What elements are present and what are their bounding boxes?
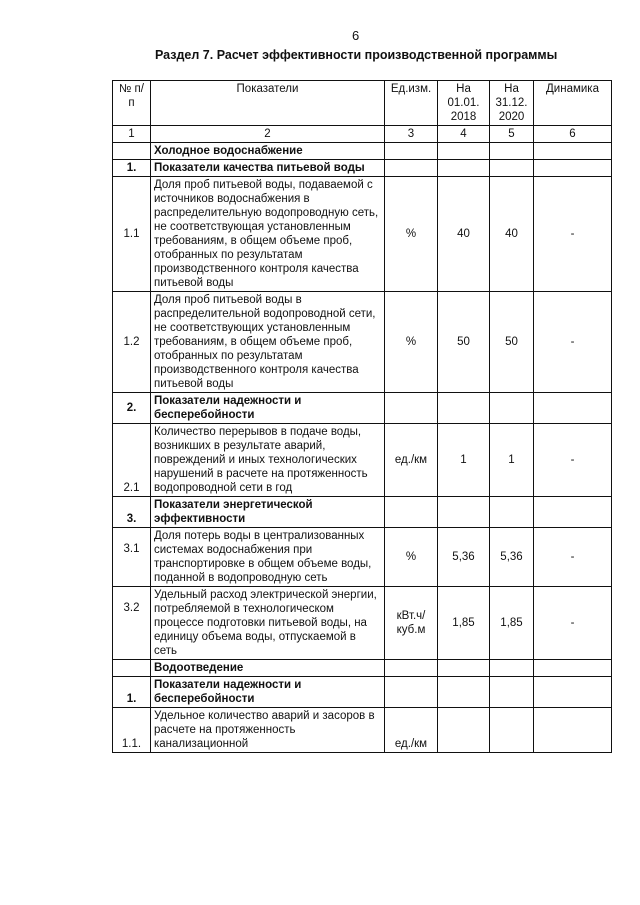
table-row [113, 587, 612, 660]
row-text: Удельный расход электрической энергии, потребляемой в технологическом процессе подготовки питьевой воды, на единицу объема воды, отпускаемой в сеть [151, 587, 385, 660]
group-num: 2. [113, 393, 151, 424]
row-start [438, 708, 490, 753]
efficiency-table [112, 80, 612, 753]
row-unit: ед./км [385, 424, 438, 497]
row-end: 1,85 [490, 587, 534, 660]
row-num: 2.1 [113, 424, 151, 497]
group-row-drainage-reliability [113, 677, 612, 708]
group-row-quality [113, 160, 612, 177]
col-number: 6 [534, 126, 612, 143]
row-end: 5,36 [490, 528, 534, 587]
row-unit: ед./км [385, 708, 438, 753]
row-dynamics: - [534, 587, 612, 660]
row-text: Доля проб питьевой воды, подаваемой с источников водоснабжения в распределительную водопроводную сеть, не соответствующая установленным требованиям, в общем объеме проб, отобранных по результатам производственного контроля качества питьевой воды [151, 177, 385, 292]
header-unit: Ед.изм. [385, 81, 438, 126]
row-text: Удельное количество аварий и засоров в расчете на протяженность канализационной [151, 708, 385, 753]
table-row [113, 177, 612, 292]
group-label: Показатели энергетической эффективности [151, 497, 385, 528]
group-label: Показатели качества питьевой воды [151, 160, 385, 177]
row-end: 50 [490, 292, 534, 393]
row-num: 3.1 [113, 528, 151, 587]
row-text: Доля проб питьевой воды в распределительной водопроводной сети, не соответствующих установленным требованиям, в общем объеме проб, отобранных по результатам производственного контроля качества питьевой воды [151, 292, 385, 393]
row-end: 40 [490, 177, 534, 292]
row-num: 1.2 [113, 292, 151, 393]
group-row-reliability [113, 393, 612, 424]
row-start: 1,85 [438, 587, 490, 660]
header-end: На 31.12. 2020 [490, 81, 534, 126]
header-start: На 01.01. 2018 [438, 81, 490, 126]
header-num: № п/п [113, 81, 151, 126]
row-num: 1.1 [113, 177, 151, 292]
row-text: Доля потерь воды в централизованных системах водоснабжения при транспортировке в общем объеме воды, поданной в водопроводную сеть [151, 528, 385, 587]
row-num: 3.2 [113, 587, 151, 660]
header-indicator: Показатели [151, 81, 385, 126]
table-row [113, 424, 612, 497]
row-dynamics: - [534, 424, 612, 497]
group-num: 3. [113, 497, 151, 528]
row-end: 1 [490, 424, 534, 497]
table-row [113, 528, 612, 587]
row-dynamics: - [534, 528, 612, 587]
section-row-drainage [113, 660, 612, 677]
section-title: Раздел 7. Расчет эффективности производственной программы [155, 48, 558, 62]
col-number: 2 [151, 126, 385, 143]
col-number: 1 [113, 126, 151, 143]
col-number: 5 [490, 126, 534, 143]
group-num: 1. [113, 677, 151, 708]
table-row [113, 708, 612, 753]
row-unit: % [385, 177, 438, 292]
row-text: Количество перерывов в подаче воды, возникших в результате аварий, повреждений и иных технологических нарушений в расчете на протяженность водопроводной сети в год [151, 424, 385, 497]
section-title-drainage: Водоотведение [151, 660, 385, 677]
group-label: Показатели надежности и бесперебойности [151, 393, 385, 424]
header-row [113, 81, 612, 126]
row-start: 5,36 [438, 528, 490, 587]
section-title-cold-water: Холодное водоснабжение [151, 143, 385, 160]
row-dynamics: - [534, 177, 612, 292]
row-start: 50 [438, 292, 490, 393]
section-row-cold-water [113, 143, 612, 160]
col-number: 4 [438, 126, 490, 143]
group-label: Показатели надежности и бесперебойности [151, 677, 385, 708]
group-num: 1. [113, 160, 151, 177]
group-row-energy [113, 497, 612, 528]
row-unit: кВт.ч/куб.м [385, 587, 438, 660]
header-dynamics: Динамика [534, 81, 612, 126]
row-start: 40 [438, 177, 490, 292]
row-dynamics [534, 708, 612, 753]
row-start: 1 [438, 424, 490, 497]
row-num: 1.1. [113, 708, 151, 753]
page-number: 6 [352, 28, 360, 43]
column-number-row [113, 126, 612, 143]
row-unit: % [385, 528, 438, 587]
row-unit: % [385, 292, 438, 393]
col-number: 3 [385, 126, 438, 143]
row-dynamics: - [534, 292, 612, 393]
table-row [113, 292, 612, 393]
row-end [490, 708, 534, 753]
